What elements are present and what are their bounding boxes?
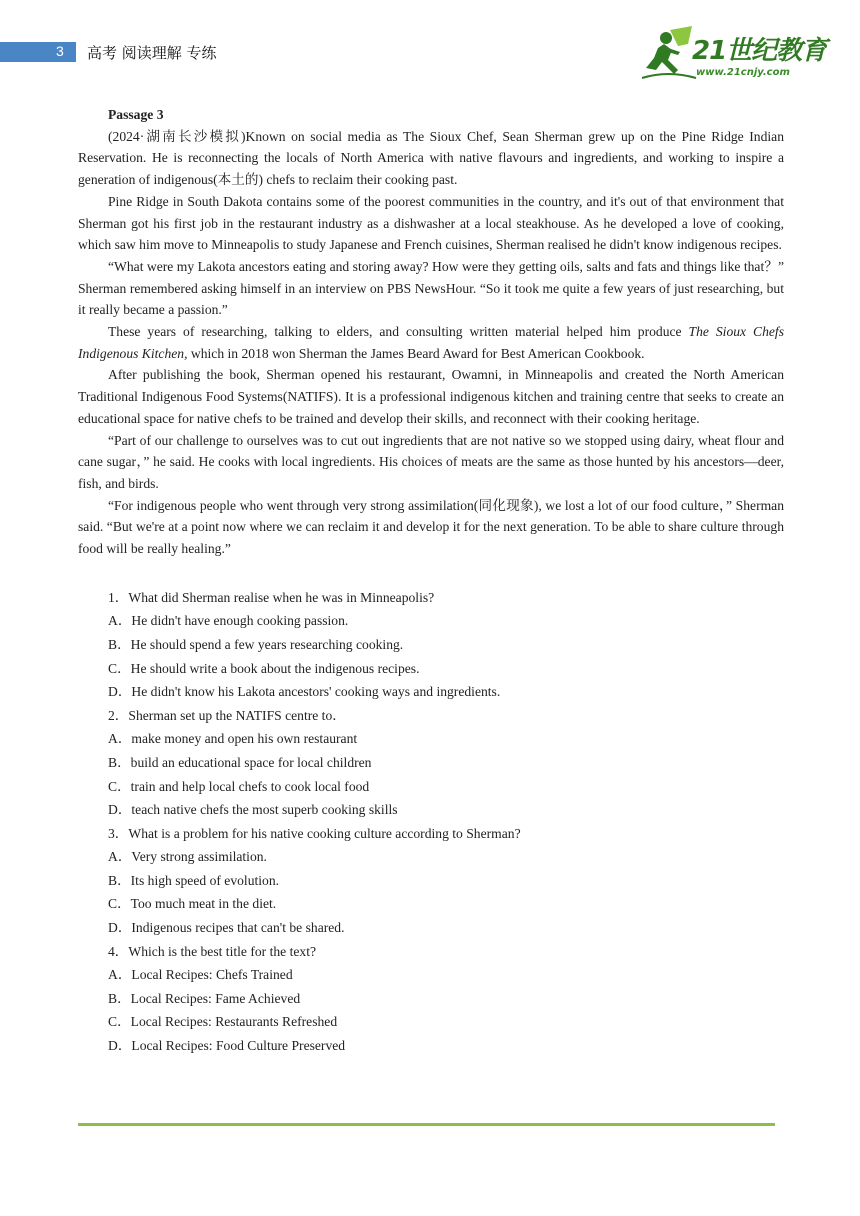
option-4c: C．Local Recipes: Restaurants Refreshed — [108, 1014, 338, 1030]
question-1 — [78, 586, 784, 704]
paragraph-2: Pine Ridge in South Dakota contains some of the poorest communities in the country, and it's out of that environment that Sherman got his first job in the restaurant industry as a dishwasher at a local steakhouse. As he developed a love of cooking, which saw him move to Minneapolis to study Japanese and French cuisines, Sherman realised he didn't know indigenous recipes. — [78, 193, 784, 253]
brand-logo — [638, 24, 827, 86]
question-stem: 4．Which is the best title for the text? — [108, 943, 317, 959]
paragraph-5: After publishing the book, Sherman opened his restaurant, Owamni, in Minneapolis and created the North American Traditional Indigenous Food Systems(NATIFS). It is a professional indigenous kitchen and training centre that seeks to create an educational space for native chefs to be trained and develop their skills, and reconnect with their cooking heritage. — [78, 367, 784, 426]
question-stem: 1．What did Sherman realise when he was in Minneapolis? — [108, 589, 435, 605]
option-4b: B．Local Recipes: Fame Achieved — [108, 990, 301, 1006]
option-2c: C．train and help local chefs to cook local food — [108, 778, 370, 794]
option-3c: C．Too much meat in the diet. — [108, 896, 277, 912]
option-4d: D．Local Recipes: Food Culture Preserved — [108, 1038, 346, 1054]
runner-logo-icon — [638, 24, 698, 84]
option-3a: A．Very strong assimilation. — [108, 849, 267, 865]
section-gap — [78, 560, 784, 586]
paragraph-3: “What were my Lakota ancestors eating and storing away? How were they getting oils, salts and fats and things like that？” Sherman remembered asking himself in an interview on PBS NewsHour. “So it took me quite a few years of just researching, but it really became a passion.” — [78, 258, 784, 318]
paragraph-4-text-a: These years of researching, talking to elders, and consulting written material helped him produce — [108, 324, 689, 340]
question-stem: 2．Sherman set up the NATIFS centre to． — [108, 707, 346, 723]
option-2d: D．teach native chefs the most superb cooking skills — [108, 802, 398, 818]
option-1a: A．He didn't have enough cooking passion. — [108, 613, 349, 629]
page-number: 3 — [56, 43, 64, 59]
paragraph-4-text-b: which in 2018 won Sherman the James Beard Award for Best American Cookbook. — [187, 345, 645, 361]
option-3d: D．Indigenous recipes that can't be shared. — [108, 920, 345, 936]
option-2b: B．build an educational space for local children — [108, 754, 372, 770]
question-stem: 3．What is a problem for his native cooking culture according to Sherman? — [108, 825, 521, 841]
passage-content — [78, 104, 784, 1058]
paragraph-6: “Part of our challenge to ourselves was to cut out ingredients that are not native so we stopped using dairy, wheat flour and cane sugar，” he said. He cooks with local ingredients. His choices of meats are the same as those hunted by his ancestors—deer, fish, and birds. — [78, 432, 784, 491]
option-2a: A．make money and open his own restaurant — [108, 731, 358, 747]
question-3 — [78, 822, 784, 940]
question-2 — [78, 704, 784, 822]
logo-url: www.21cnjy.com — [696, 67, 790, 78]
paragraph-7: “For indigenous people who went through very strong assimilation(同化现象), we lost a lot of our food culture，” Sherman said. “But we're at a point now where we can reclaim it and develop it for the next generation. To be able to share culture through food will be really healing.” — [78, 497, 784, 557]
logo-wordmark: 21世纪教育 — [692, 36, 827, 66]
option-3b: B．Its high speed of evolution. — [108, 872, 280, 888]
footer-divider — [78, 1123, 775, 1126]
option-4a: A．Local Recipes: Chefs Trained — [108, 967, 293, 983]
book-title: The Sioux Chefs Indigenous Kitchen, — [78, 324, 784, 361]
header-accent-bar — [0, 42, 76, 62]
option-1c: C．He should write a book about the indigenous recipes. — [108, 660, 420, 676]
question-4 — [78, 940, 784, 1058]
header-title: 高考 阅读理解 专练 — [87, 44, 217, 62]
paragraph-1: (2024·湖南长沙模拟)Known on social media as The Sioux Chef, Sean Sherman grew up on the Pine Ridge Indian Reservation. He is reconnecting the locals of North America with native flavours and ingredients, and working to inspire a generation of indigenous(本土的) chefs to reclaim their cooking past. — [78, 128, 784, 188]
passage-title: Passage 3 — [108, 107, 164, 122]
paragraph-4 — [78, 321, 784, 364]
option-1d: D．He didn't know his Lakota ancestors' cooking ways and ingredients. — [108, 684, 501, 700]
option-1b: B．He should spend a few years researching cooking. — [108, 636, 404, 652]
